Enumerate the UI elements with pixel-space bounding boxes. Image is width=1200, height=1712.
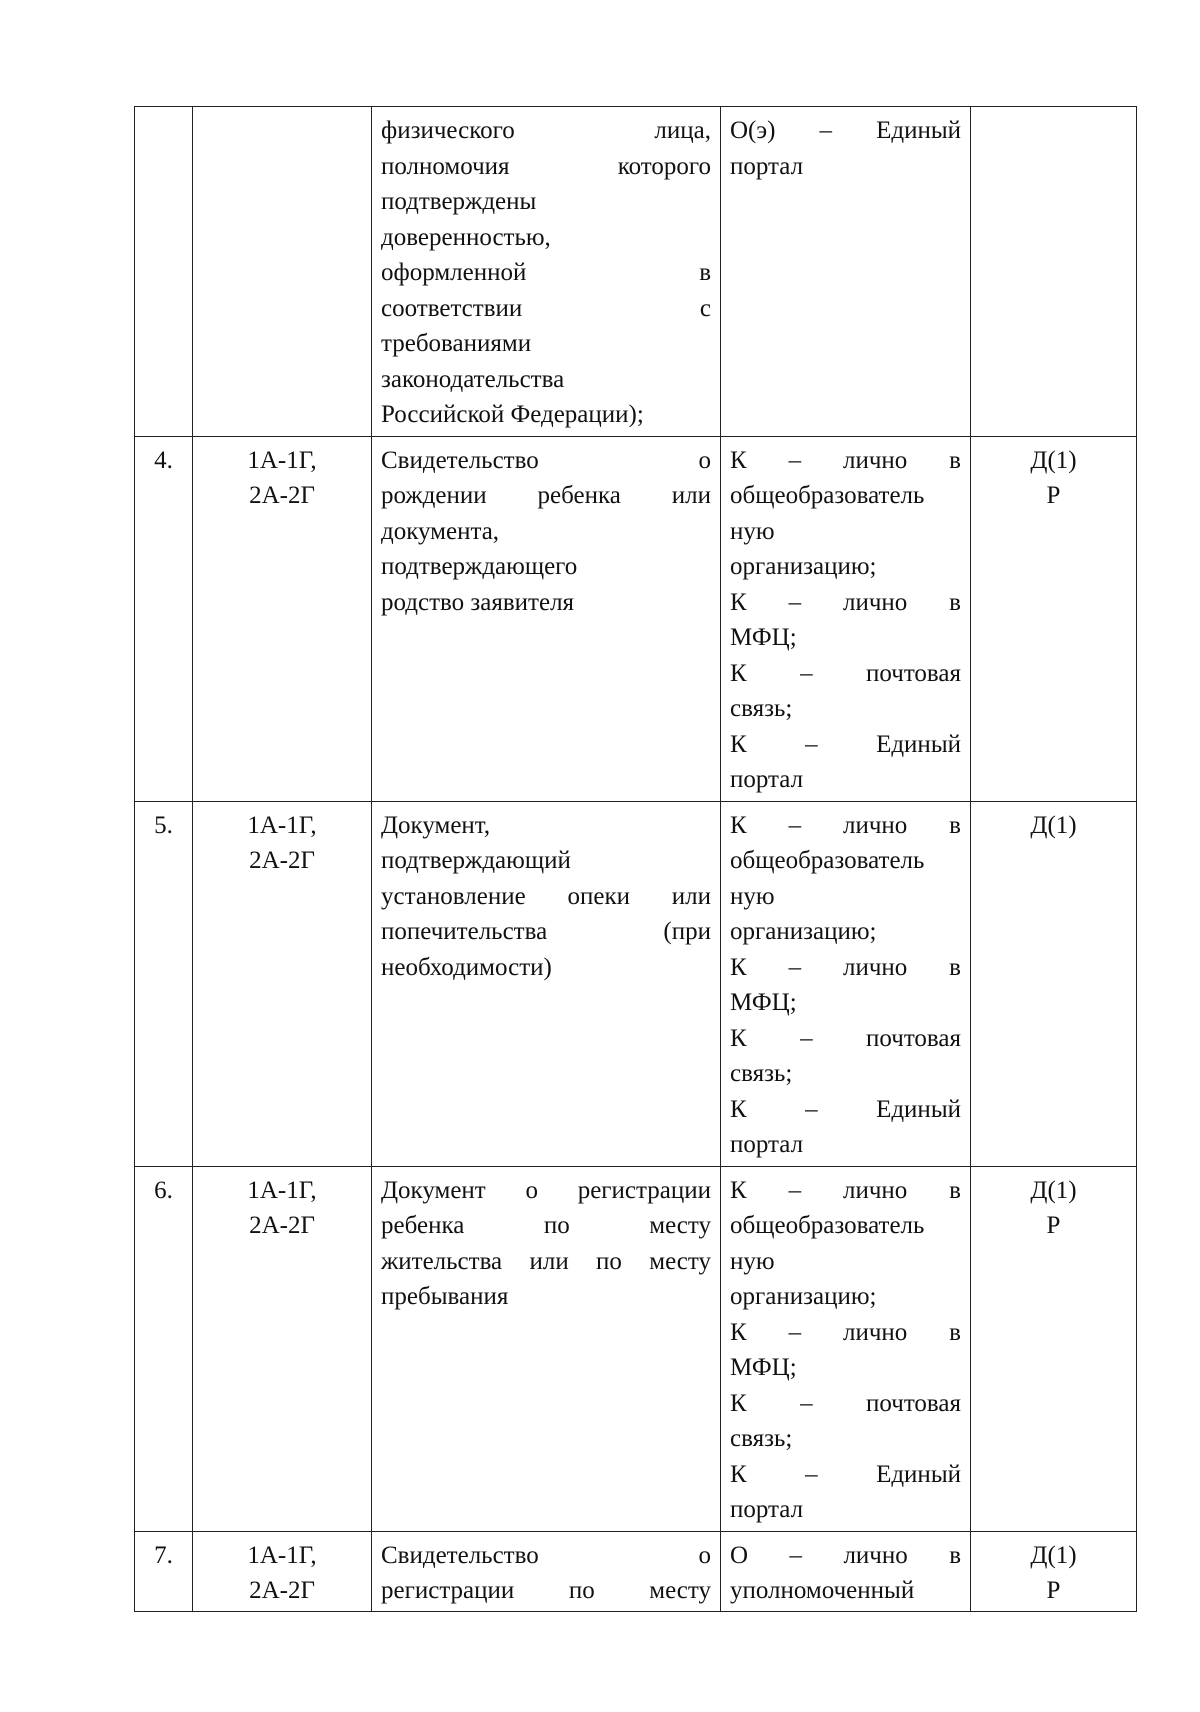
document-name-line: полномочия которого <box>381 152 711 180</box>
document-name-line: пребывания <box>381 1283 509 1310</box>
document-name-line: родство заявителя <box>381 588 575 616</box>
submission-method-line: ную <box>730 1247 775 1275</box>
document-form-cell <box>971 1531 1137 1611</box>
documents-table <box>134 106 1137 1612</box>
document-form-cell <box>971 436 1137 801</box>
submission-method-line: К – лично в <box>730 1318 961 1346</box>
submission-method-line: К – лично в <box>730 446 961 474</box>
submission-method-cell <box>721 436 971 801</box>
submission-method-line: организацию; <box>730 918 877 945</box>
submission-method-line: ную <box>730 882 775 910</box>
row-number-cell <box>135 107 193 437</box>
submission-method-line: портал <box>730 152 804 180</box>
document-name-line: необходимости) <box>381 953 552 981</box>
document-name-line: Документ о регистрации <box>381 1176 711 1204</box>
document-name-line: установление опеки или <box>381 882 711 910</box>
document-name-line: Свидетельство о <box>381 446 711 474</box>
submission-method-line: О(э) – Единый <box>730 117 961 144</box>
document-name-line: попечительства (при <box>381 918 711 945</box>
submission-method-line: К – почтовая <box>730 1024 961 1052</box>
submission-method-line: уполномоченный <box>730 1577 915 1604</box>
document-name-line: физического лица, <box>381 117 711 144</box>
row-number-cell <box>135 436 193 801</box>
applicant-category-line: 2А-2Г <box>249 847 315 874</box>
submission-method-line: портал <box>730 1496 804 1523</box>
documents-table-body <box>135 107 1137 1612</box>
submission-method-line: связь; <box>730 695 793 722</box>
row-number: 4. <box>154 446 173 474</box>
submission-method-line: портал <box>730 766 804 793</box>
submission-method-cell <box>721 1166 971 1531</box>
submission-method-line: МФЦ; <box>730 989 797 1016</box>
applicant-category-line: 1А-1Г, <box>247 446 317 474</box>
document-name-line: документа, <box>381 517 500 545</box>
document-form-line: Д(1) <box>1030 446 1077 474</box>
document-name-cell <box>372 107 721 437</box>
row-number: 6. <box>154 1176 173 1204</box>
document-name-line: доверенностью, <box>381 223 551 251</box>
document-name-line: жительства или по месту <box>381 1247 711 1275</box>
submission-method-line: связь; <box>730 1060 793 1087</box>
document-name-line: регистрации по месту <box>381 1577 711 1604</box>
row-number: 7. <box>154 1541 173 1569</box>
submission-method-line: общеобразователь <box>730 1212 925 1239</box>
table-row <box>135 1166 1137 1531</box>
document-name-cell <box>372 801 721 1166</box>
applicant-category-cell <box>193 107 372 437</box>
document-form-cell <box>971 1166 1137 1531</box>
submission-method-line: МФЦ; <box>730 624 797 651</box>
submission-method-line: О – лично в <box>730 1541 961 1569</box>
document-name-line: подтверждающий <box>381 847 571 874</box>
applicant-category-line: 2А-2Г <box>249 1212 315 1239</box>
document-name-line: Свидетельство о <box>381 1541 711 1569</box>
submission-method-cell <box>721 107 971 437</box>
row-number-cell <box>135 801 193 1166</box>
document-name-line: оформленной в <box>381 259 711 286</box>
submission-method-cell <box>721 801 971 1166</box>
document-form-cell <box>971 801 1137 1166</box>
submission-method-line: общеобразователь <box>730 482 925 509</box>
applicant-category-cell <box>193 801 372 1166</box>
document-form-line: Д(1) <box>1030 1541 1077 1569</box>
table-row <box>135 107 1137 437</box>
submission-method-line: К – Единый <box>730 730 961 758</box>
document-name-cell <box>372 1531 721 1611</box>
document-name-line: подтверждающего <box>381 553 578 580</box>
applicant-category-cell <box>193 1531 372 1611</box>
table-row <box>135 1531 1137 1611</box>
document-name-line: ребенка по месту <box>381 1212 711 1239</box>
document-name-cell <box>372 436 721 801</box>
row-number-cell <box>135 1166 193 1531</box>
applicant-category-line: 2А-2Г <box>249 482 315 509</box>
applicant-category-line: 2А-2Г <box>249 1577 315 1604</box>
document-form-line: Д(1) <box>1030 1176 1077 1204</box>
submission-method-line: связь; <box>730 1425 793 1452</box>
document-name-line: рождении ребенка или <box>381 482 711 509</box>
submission-method-line: К – лично в <box>730 953 961 981</box>
table-row <box>135 801 1137 1166</box>
document-name-line: законодательства <box>381 365 565 393</box>
submission-method-line: портал <box>730 1131 804 1158</box>
submission-method-line: К – Единый <box>730 1095 961 1123</box>
applicant-category-cell <box>193 436 372 801</box>
document-form-line: Р <box>1046 1577 1061 1604</box>
applicant-category-cell <box>193 1166 372 1531</box>
document-name-line: подтверждены <box>381 188 537 215</box>
applicant-category-line: 1А-1Г, <box>247 1541 317 1569</box>
document-name-line: требованиями <box>381 330 532 357</box>
document-form-line: Р <box>1046 1212 1061 1239</box>
submission-method-line: ную <box>730 517 775 545</box>
table-row <box>135 436 1137 801</box>
document-form-line: Р <box>1046 482 1061 509</box>
submission-method-line: К – Единый <box>730 1460 961 1488</box>
submission-method-line: общеобразователь <box>730 847 925 874</box>
row-number-cell <box>135 1531 193 1611</box>
submission-method-line: К – лично в <box>730 588 961 616</box>
submission-method-cell <box>721 1531 971 1611</box>
applicant-category-line: 1А-1Г, <box>247 1176 317 1204</box>
document-name-line: соответствии с <box>381 294 711 322</box>
submission-method-line: организацию; <box>730 1283 877 1310</box>
submission-method-line: К – почтовая <box>730 1389 961 1417</box>
document-name-line: Российской Федерации); <box>381 401 644 428</box>
document-name-line: Документ, <box>381 811 491 839</box>
document-form-cell <box>971 107 1137 437</box>
submission-method-line: МФЦ; <box>730 1354 797 1381</box>
submission-method-line: К – почтовая <box>730 659 961 687</box>
applicant-category-line: 1А-1Г, <box>247 811 317 839</box>
document-name-cell <box>372 1166 721 1531</box>
document-form-line: Д(1) <box>1030 811 1077 839</box>
submission-method-line: организацию; <box>730 553 877 580</box>
submission-method-line: К – лично в <box>730 1176 961 1204</box>
submission-method-line: К – лично в <box>730 811 961 839</box>
row-number: 5. <box>154 811 173 839</box>
